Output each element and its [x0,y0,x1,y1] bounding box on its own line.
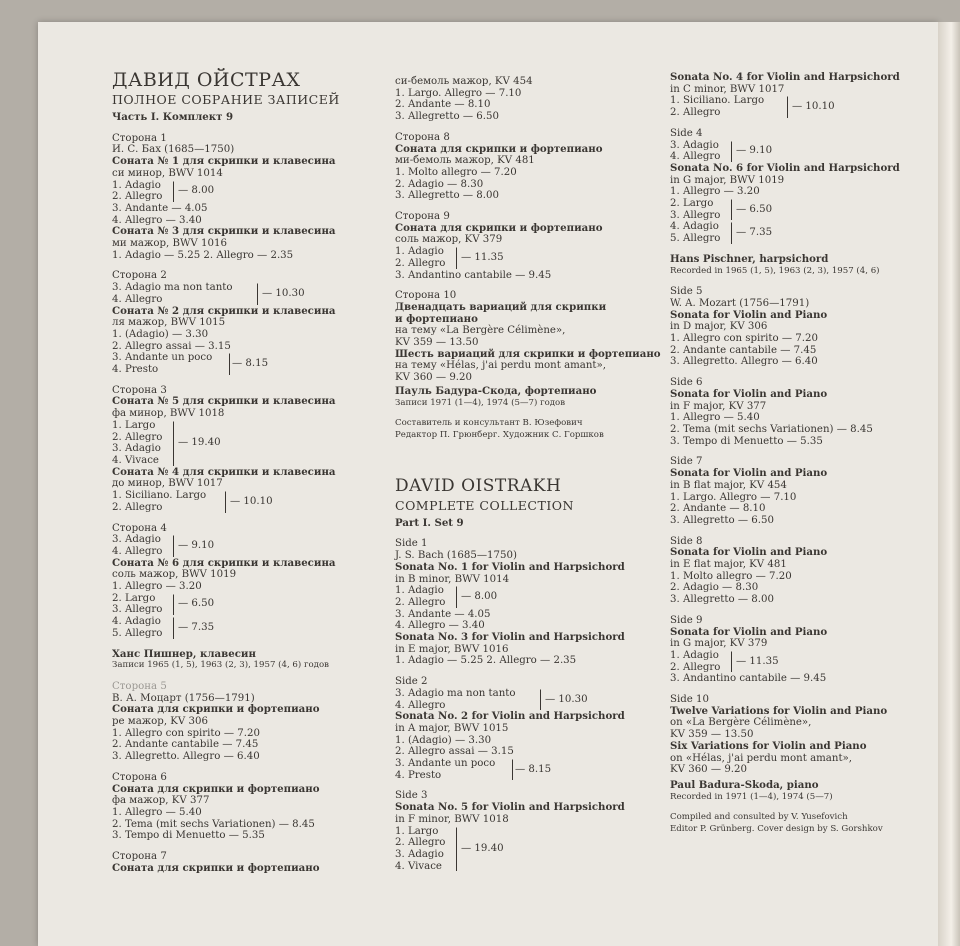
track-item: 3. Tempo di Menuetto — 5.35 [670,435,823,447]
work-title: Sonata for Violin and Piano [670,387,828,400]
track-item: 3. Allegretto — 8.00 [670,594,774,606]
group-duration: — 10.30 [262,287,305,299]
track-item: 2. Allegro [670,107,721,119]
track-item: 3. Allegretto. Allegro — 6.40 [112,751,260,763]
track-item: 1. Allegro — 3.20 [112,581,202,593]
work-title: Шесть вариаций для скрипки и фортепиано [395,347,661,360]
track-group [670,140,930,163]
track-item: 2. Allegro [112,191,163,203]
track-item: 2. Largo [670,198,714,210]
work-title: Sonata for Violin and Piano [670,308,828,321]
work-title: Соната № 2 для скрипки и клавесина [112,304,336,317]
work-key: in E major, BWV 1016 [395,643,509,655]
track-item: 4. Allegro [395,699,446,711]
recording-dates: Recorded in 1971 (1—4), 1974 (5—7) [670,791,833,802]
work-key: ми мажор, BWV 1016 [112,238,227,250]
work-title: Twelve Variations for Violin and Piano [670,704,888,717]
track-item: 2. Largo [112,592,156,604]
side-heading: Side 9 [670,614,703,626]
track-item: 1. Adagio — 5.25 2. Allegro — 2.35 [112,249,294,261]
column-mixed-2 [395,76,660,872]
side-heading: Side 5 [670,286,703,298]
track-item: 1. Allegro — 3.20 [670,186,760,198]
track-item: 3. Allegro [112,604,163,616]
group-duration: — 9.10 [736,145,773,157]
track-item: 1. Allegro — 5.40 [112,806,202,818]
work-key: in D major, KV 306 [670,321,768,333]
work-key: in A major, BWV 1015 [395,722,509,734]
page-title: ДАВИД ОЙСТРАХ [112,69,301,91]
page-subtitle: ПОЛНОЕ СОБРАНИЕ ЗАПИСЕЙ [112,92,340,107]
track-item: 1. Allegro con spirito — 7.20 [112,727,260,739]
work-key: си минор, BWV 1014 [112,167,223,179]
track-item: 2. Allegro [395,837,446,849]
side-heading: Сторона 10 [395,290,457,302]
work-key: до минор, BWV 1017 [112,478,223,490]
work-title: Соната для скрипки и фортепиано [112,782,320,795]
track-item: 4. Allegro — 3.40 [395,620,485,632]
track-group [395,758,660,781]
side-heading: Side 4 [670,127,703,139]
work-key: соль мажор, KV 379 [395,234,503,246]
group-duration: — 6.50 [178,598,215,610]
track-item: 3. Andante un poco [112,352,213,364]
track-item: 4. Allegro — 3.40 [112,214,202,226]
side-heading: Сторона 8 [395,131,450,143]
work-title: Sonata No. 4 for Violin and Harpsichord [670,71,900,83]
track-item: 2. Allegro [395,596,446,608]
track-item: 2. Allegro [670,661,721,673]
track-item: 3. Adagio [395,848,444,860]
track-item: 4. Presto [112,364,159,376]
column-russian-1 [112,68,382,874]
track-item: 2. Andante cantabile — 7.45 [112,739,259,751]
track-group [112,420,382,467]
work-title: Соната № 4 для скрипки и клавесина [112,465,336,478]
side-heading: Сторона 9 [395,211,450,223]
group-duration: — 8.00 [178,185,215,197]
group-duration: — 19.40 [461,843,504,855]
track-group [670,650,930,673]
track-item: 1. Siciliano. Largo [112,490,207,502]
track-item: 1. Adagio [112,179,161,191]
work-title: Соната № 1 для скрипки и клавесина [112,155,336,168]
work-title: Sonata No. 3 for Violin and Harpsichord [395,631,625,644]
track-item: 2. Andante — 8.10 [670,503,766,515]
side-heading: Сторона 6 [112,771,167,783]
track-item: 3. Andante — 4.05 [395,608,491,620]
track-item: 2. Adagio — 8.30 [395,178,484,190]
performer-credit: Пауль Бадура-Скода, фортепиано [395,384,597,397]
work-key: ля мажор, BWV 1015 [112,317,226,329]
side-heading: Side 7 [670,456,703,468]
track-item: 1. Adagio [395,585,444,597]
part-label: Часть I. Комплект 9 [112,111,234,123]
work-key: in F minor, BWV 1018 [395,813,509,825]
track-item: 1. Largo [395,825,439,837]
group-duration: — 7.35 [178,621,215,633]
sheet-right-edge [938,22,960,946]
work-key: in G major, KV 379 [670,638,768,650]
work-theme: на тему «Hélas, j'ai perdu mont amant», [395,360,606,372]
side-heading: Side 10 [670,694,709,706]
work-key: in B minor, BWV 1014 [395,573,510,585]
work-key: ми-бемоль мажор, KV 481 [395,155,535,167]
track-item: 4. Vivace [395,860,442,872]
track-group [112,534,382,557]
work-title: Двенадцать вариаций для скрипки [395,300,607,313]
track-item: 1. Siciliano. Largo [670,95,765,107]
composer: W. A. Mozart (1756—1791) [670,297,810,309]
work-key: си-бемоль мажор, KV 454 [395,76,533,87]
track-item: 3. Tempo di Menuetto — 5.35 [112,830,265,842]
english-subtitle: COMPLETE COLLECTION [395,497,574,513]
track-item: KV 359 — 13.50 [670,729,754,741]
work-theme: on «Hélas, j'ai perdu mont amant», [670,752,853,764]
recording-dates: Recorded in 1965 (1, 5), 1963 (2, 3), 1957 (4, 6) [670,265,880,276]
track-group [395,826,660,873]
track-item: 1. Molto allegro — 7.20 [395,166,517,178]
work-title: Sonata No. 1 for Violin and Harpsichord [395,560,625,573]
work-key: соль мажор, BWV 1019 [112,569,237,581]
recording-dates: Записи 1965 (1, 5), 1963 (2, 3), 1957 (4, 6) годов [112,660,329,671]
work-title: Sonata No. 2 for Violin and Harpsichord [395,710,625,723]
group-duration: — 8.15 [515,763,552,775]
track-item: 2. Allegro [112,501,163,513]
track-group [395,688,660,711]
group-duration: — 11.35 [461,251,504,263]
part-label: Part I. Set 9 [395,516,464,529]
track-group [670,95,930,118]
side-heading: Сторона 5 [112,680,167,692]
work-key: in G major, BWV 1019 [670,174,785,186]
group-duration: — 11.35 [736,655,779,667]
side-heading: Side 1 [395,538,428,550]
track-item: 3. Allegretto — 6.50 [395,111,499,123]
track-item: 2. Adagio — 8.30 [670,582,759,594]
track-item: 3. Adagio [112,534,161,546]
track-group [112,616,382,639]
track-item: 3. Andante — 4.05 [112,202,208,214]
track-item: 3. Allegretto. Allegro — 6.40 [670,356,818,368]
side-heading: Сторона 3 [112,384,167,396]
work-title: Соната № 5 для скрипки и клавесина [112,395,336,408]
work-theme: on «La Bergère Célimène», [670,717,812,729]
track-item: 1. (Adagio) — 3.30 [112,328,209,340]
track-item: 4. Allegro [670,151,721,163]
side-heading: Side 3 [395,790,428,802]
track-group [670,221,930,244]
track-item: 4. Allegro [112,545,163,557]
group-duration: — 19.40 [178,437,221,449]
track-item: 3. Adagio ma non tanto [112,282,233,294]
work-title: Sonata for Violin and Piano [670,467,828,480]
side-heading: Сторона 4 [112,522,167,534]
group-duration: — 7.35 [736,227,773,239]
group-duration: — 8.00 [461,591,498,603]
work-key: in E flat major, KV 481 [670,559,787,571]
track-group [395,585,660,608]
track-group [112,282,382,305]
track-item: 1. Largo. Allegro — 7.10 [670,491,797,503]
track-item: 1. Allegro — 5.40 [670,412,760,424]
work-key: in C minor, BWV 1017 [670,83,785,95]
compiler-credit: Составитель и консультант В. Юзефович [395,418,583,429]
track-group [112,352,382,375]
composer: И. С. Бах (1685—1750) [112,144,235,156]
track-item: 3. Andantino cantabile — 9.45 [395,269,552,281]
track-item: 1. Largo. Allegro — 7.10 [395,87,522,99]
group-duration: — 6.50 [736,203,773,215]
work-key: ре мажор, KV 306 [112,716,208,728]
group-duration: — 10.10 [230,495,273,507]
track-item: 1. Molto allegro — 7.20 [670,570,792,582]
track-item: 3. Adagio [670,139,719,151]
track-item: 3. Adagio ma non tanto [395,687,516,699]
track-group [112,593,382,616]
performer-credit: Ханс Пишнер, клавесин [112,647,256,660]
recording-dates: Записи 1971 (1—4), 1974 (5—7) годов [395,397,566,408]
work-title: Six Variations for Violin and Piano [670,739,867,752]
composer: В. А. Моцарт (1756—1791) [112,692,255,704]
work-title: Соната для скрипки и фортепиано [395,142,603,155]
performer-credit: Paul Badura-Skoda, piano [670,778,819,791]
work-title: Sonata No. 5 for Violin and Harpsichord [395,801,625,814]
side-heading: Side 6 [670,377,703,389]
work-title: Соната для скрипки и фортепиано [395,221,603,234]
track-item: 1. Adagio [395,246,444,258]
track-item: 2. Allegro [395,257,446,269]
work-title: Sonata for Violin and Piano [670,546,828,559]
work-key: фа минор, BWV 1018 [112,408,225,420]
track-item: 2. Andante cantabile — 7.45 [670,344,817,356]
side-heading: Side 8 [670,535,703,547]
work-theme: на тему «La Bergère Célimène», [395,325,566,337]
track-item: 2. Tema (mit sechs Variationen) — 8.45 [112,818,315,830]
track-group [670,198,930,221]
track-item: KV 359 — 13.50 [395,337,479,349]
work-title: Sonata for Violin and Piano [670,625,828,638]
track-item: 3. Andantino cantabile — 9.45 [670,673,827,685]
track-item: 1. Allegro con spirito — 7.20 [670,333,818,345]
track-item: 3. Allegro [670,209,721,221]
compiler-credit: Compiled and consulted by V. Yusefovich [670,812,848,823]
performer-credit: Hans Pischner, harpsichord [670,252,829,265]
english-title: DAVID OISTRAKH [395,475,562,496]
side-heading: Сторона 7 [112,851,167,863]
side-heading: Сторона 2 [112,270,167,282]
track-item: 3. Adagio [112,443,161,455]
track-item: KV 360 — 9.20 [395,372,472,384]
composer: J. S. Bach (1685—1750) [395,550,517,562]
track-item: 4. Adagio [670,221,719,233]
work-title: Соната № 6 для скрипки и клавесина [112,556,336,569]
track-item: 4. Presto [395,769,442,781]
work-title: Sonata No. 6 for Violin and Harpsichord [670,161,900,174]
track-item: 2. Andante — 8.10 [395,99,491,111]
track-item: 4. Allegro [112,293,163,305]
track-item: 1. Adagio — 5.25 2. Allegro — 2.35 [395,655,577,667]
track-group [395,246,660,269]
group-duration: — 9.10 [178,540,215,552]
track-item: KV 360 — 9.20 [670,764,747,776]
track-group [112,180,382,203]
work-title-cont: и фортепиано [395,312,478,325]
work-title: Соната № 3 для скрипки и клавесина [112,225,336,238]
side-heading: Сторона 1 [112,132,167,144]
track-item: 2. Allegro [112,431,163,443]
work-key: in B flat major, KV 454 [670,479,787,491]
group-duration: — 8.15 [232,358,269,370]
work-key: фа мажор, KV 377 [112,795,210,807]
track-item: 3. Allegretto — 6.50 [670,514,774,526]
track-item: 3. Andante un poco [395,758,496,770]
group-duration: — 10.30 [545,693,588,705]
track-item: 1. Largo [112,419,156,431]
side-heading: Side 2 [395,676,428,688]
track-item: 2. Allegro assai — 3.15 [395,746,514,758]
work-title: Соната для скрипки и фортепиано [112,703,320,716]
track-item: 2. Allegro assai — 3.15 [112,340,231,352]
column-english-3 [670,72,930,836]
group-duration: — 10.10 [792,101,835,113]
track-item: 4. Vivace [112,454,159,466]
track-item: 1. (Adagio) — 3.30 [395,734,492,746]
track-item: 3. Allegretto — 8.00 [395,190,499,202]
editor-credit: Editor P. Grünberg. Cover design by S. Gorshkov [670,824,883,835]
track-item: 1. Adagio [670,649,719,661]
track-item: 2. Tema (mit sechs Variationen) — 8.45 [670,423,873,435]
track-item: 5. Allegro [670,233,721,245]
track-item: 4. Adagio [112,616,161,628]
track-group [112,490,382,513]
editor-credit: Редактор П. Грюнберг. Художник С. Горшков [395,429,604,440]
work-title: Соната для скрипки и фортепиано [112,861,320,874]
work-key: in F major, KV 377 [670,400,767,412]
track-item: 5. Allegro [112,627,163,639]
